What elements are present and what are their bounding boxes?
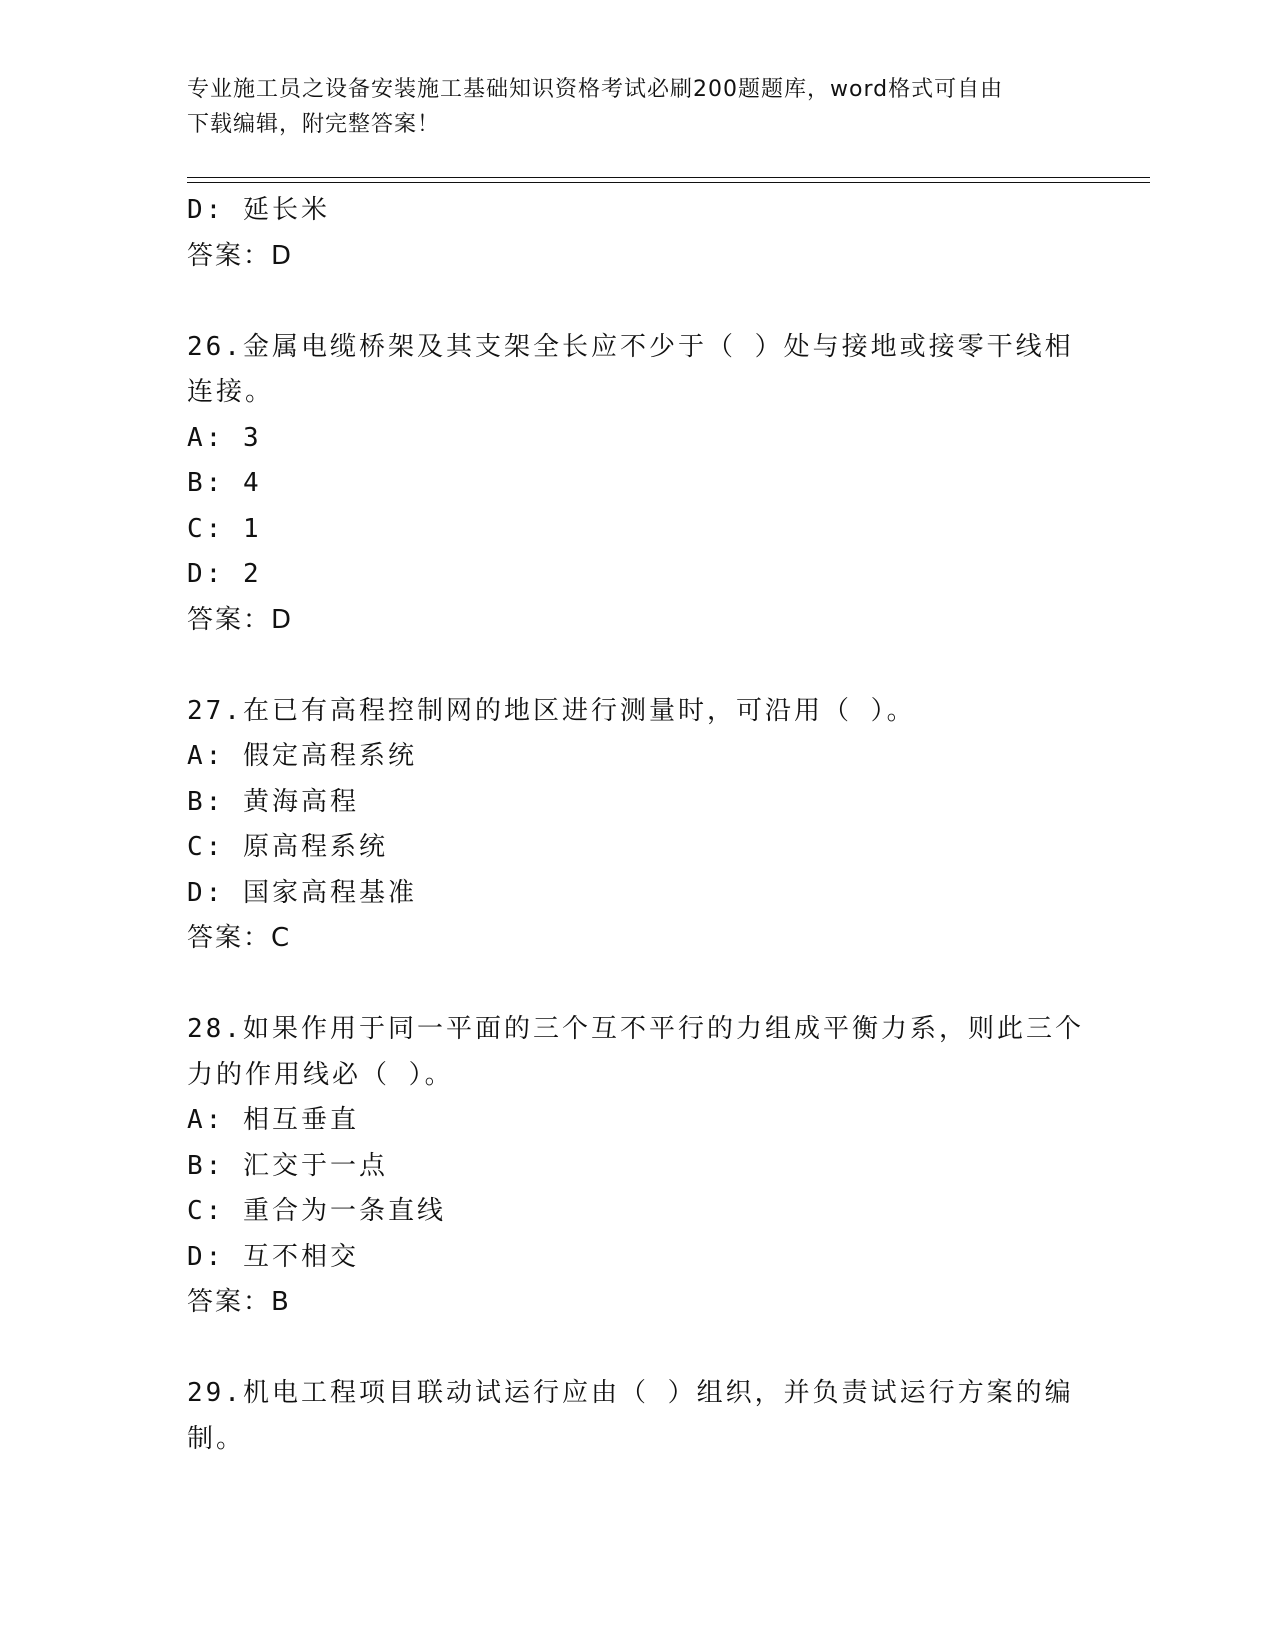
question-28 — [187, 1007, 1087, 1326]
answer-line: 答案：D — [187, 604, 294, 635]
option-a: A: 假定高程系统 — [187, 741, 417, 771]
document-body — [187, 188, 1087, 1462]
document-header — [187, 72, 1067, 142]
option-b: B: 黄海高程 — [187, 786, 359, 817]
question-stem: 27.在已有高程控制网的地区进行测量时，可沿用（ ）。 — [187, 695, 916, 726]
answer-line: 答案：D — [187, 240, 294, 271]
option-c: C: 原高程系统 — [187, 832, 388, 862]
question-stem-continued: 连接。 — [187, 377, 275, 407]
question-stem: 26.金属电缆桥架及其支架全长应不少于（ ）处与接地或接零干线相 — [187, 331, 1074, 362]
answer-line: 答案：B — [187, 1287, 291, 1317]
spacer — [187, 962, 1087, 1008]
question-stem: 29.机电工程项目联动试运行应由（ ）组织，并负责试运行方案的编 — [187, 1378, 1074, 1408]
question-26 — [187, 325, 1087, 644]
option-d: D: 互不相交 — [187, 1241, 359, 1272]
header-line-1: 专业施工员之设备安装施工基础知识资格考试必刷200题题库，word格式可自由 — [187, 77, 1004, 102]
question-stem-continued: 力的作用线必（ ）。 — [187, 1059, 454, 1090]
question-stem-continued: 制。 — [187, 1423, 246, 1454]
option-d: D: 延长米 — [187, 195, 330, 225]
option-d: D: 国家高程基准 — [187, 877, 417, 908]
option-a: A: 3 — [187, 422, 262, 453]
header-divider-bottom — [187, 182, 1150, 183]
answer-line: 答案：C — [187, 923, 292, 953]
spacer — [187, 1326, 1087, 1372]
option-b: B: 汇交于一点 — [187, 1150, 388, 1181]
option-b: B: 4 — [187, 468, 262, 498]
question-29 — [187, 1371, 1087, 1462]
option-c: C: 重合为一条直线 — [187, 1196, 446, 1226]
question-27 — [187, 689, 1087, 962]
question-stem: 28.如果作用于同一平面的三个互不平行的力组成平衡力系，则此三个 — [187, 1014, 1084, 1044]
spacer — [187, 643, 1087, 689]
spacer — [187, 279, 1087, 325]
header-divider-top — [187, 177, 1150, 178]
option-c: C: 1 — [187, 513, 262, 544]
header-line-2: 下载编辑，附完整答案！ — [187, 112, 441, 137]
option-a: A: 相互垂直 — [187, 1105, 359, 1135]
carryover-block — [187, 188, 1087, 279]
option-d: D: 2 — [187, 559, 262, 589]
